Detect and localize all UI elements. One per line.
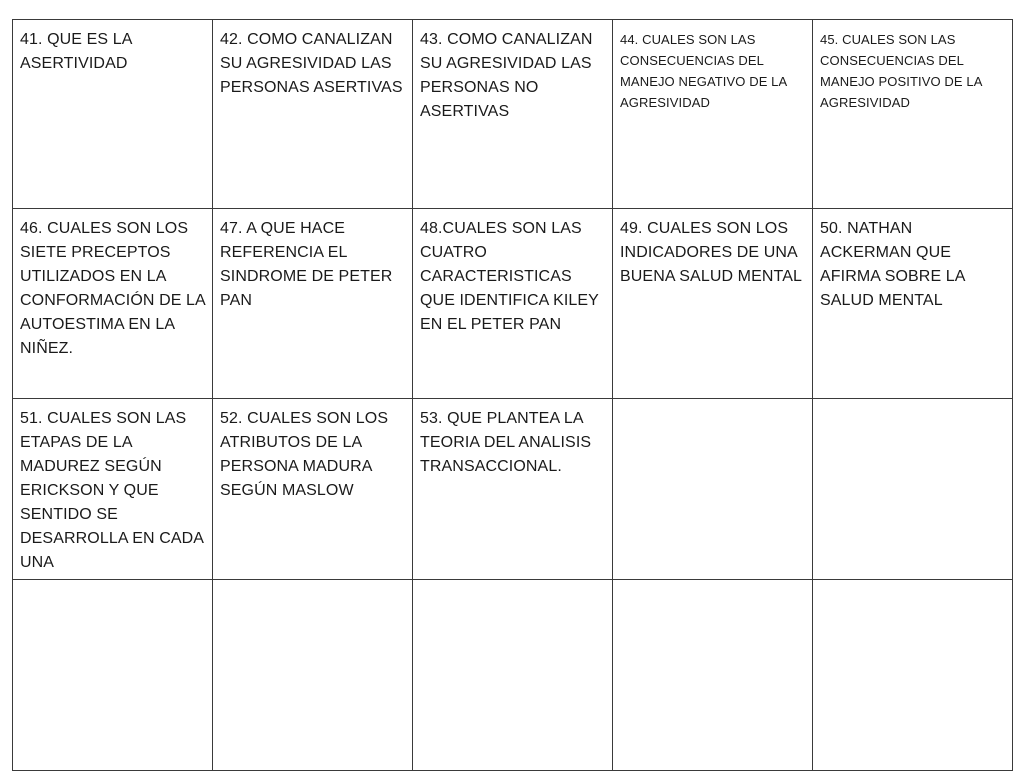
table-cell [213, 20, 413, 209]
table-cell [13, 209, 213, 399]
table-row [13, 580, 1013, 771]
question-45: 45. CUALES SON LAS CONSECUENCIAS DEL MANEJO POSITIVO DE LA AGRESIVIDAD [820, 32, 982, 110]
question-53: 53. QUE PLANTEA LA TEORIA DEL ANALISIS TRANSACCIONAL. [420, 410, 592, 475]
table-cell [613, 20, 813, 209]
question-50: 50. NATHAN ACKERMAN QUE AFIRMA SOBRE LA SALUD MENTAL [820, 220, 965, 309]
empty-cell [813, 399, 1013, 580]
table-cell [613, 209, 813, 399]
table-cell [213, 399, 413, 580]
table-row [13, 399, 1013, 580]
question-43: 43. COMO CANALIZAN SU AGRESIVIDAD LAS PERSONAS NO ASERTIVAS [420, 31, 593, 120]
table-cell [813, 20, 1013, 209]
empty-cell [813, 580, 1013, 771]
questions-table [12, 19, 1013, 771]
table-row [13, 209, 1013, 399]
table-cell [413, 20, 613, 209]
table-cell [813, 209, 1013, 399]
question-42: 42. COMO CANALIZAN SU AGRESIVIDAD LAS PERSONAS ASERTIVAS [220, 31, 403, 96]
table-cell [413, 399, 613, 580]
table-cell [13, 399, 213, 580]
question-44: 44. CUALES SON LAS CONSECUENCIAS DEL MANEJO NEGATIVO DE LA AGRESIVIDAD [620, 32, 787, 110]
question-48: 48.CUALES SON LAS CUATRO CARACTERISTICAS QUE IDENTIFICA KILEY EN EL PETER PAN [420, 220, 599, 333]
empty-cell [613, 580, 813, 771]
table-row [13, 20, 1013, 209]
question-46: 46. CUALES SON LOS SIETE PRECEPTOS UTILIZADOS EN LA CONFORMACIÓN DE LA AUTOESTIMA EN LA NIÑEZ. [20, 220, 205, 357]
question-41: 41. QUE ES LA ASERTIVIDAD [20, 31, 132, 72]
table-cell [13, 20, 213, 209]
empty-cell [213, 580, 413, 771]
empty-cell [613, 399, 813, 580]
question-52: 52. CUALES SON LOS ATRIBUTOS DE LA PERSONA MADURA SEGÚN MASLOW [220, 410, 389, 499]
question-49: 49. CUALES SON LOS INDICADORES DE UNA BUENA SALUD MENTAL [620, 220, 802, 285]
empty-cell [13, 580, 213, 771]
table-cell [213, 209, 413, 399]
question-47: 47. A QUE HACE REFERENCIA EL SINDROME DE PETER PAN [220, 220, 393, 309]
question-51: 51. CUALES SON LAS ETAPAS DE LA MADUREZ SEGÚN ERICKSON Y QUE SENTIDO SE DESARROLLA EN CADA UNA [20, 410, 204, 571]
table-cell [413, 209, 613, 399]
empty-cell [413, 580, 613, 771]
